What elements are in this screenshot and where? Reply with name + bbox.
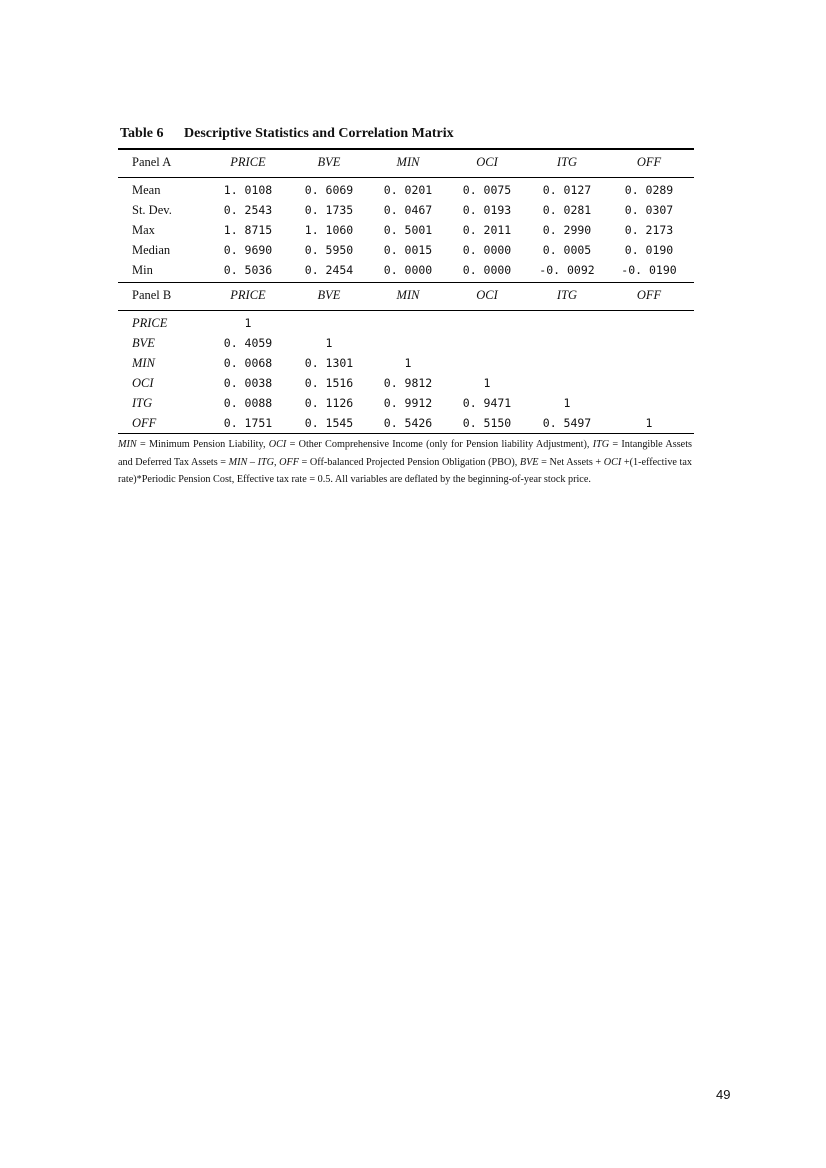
table-cell: 0. 5426	[383, 416, 433, 430]
table-row	[118, 373, 694, 393]
table-cell: 0. 4059	[223, 336, 273, 350]
table-cell: 0. 5150	[462, 416, 512, 430]
col-header-bve: BVE	[317, 288, 341, 302]
table-row	[118, 220, 694, 240]
page-number: 49	[716, 1087, 731, 1102]
panel-b-header-rule	[118, 310, 694, 311]
table-cell: 1	[563, 396, 571, 410]
table-row	[118, 200, 694, 220]
note-term: OFF	[279, 456, 299, 468]
table-row	[118, 413, 694, 433]
note-text: = Net Assets +	[538, 456, 604, 468]
table-row	[118, 260, 694, 280]
col-header-itg: ITG	[556, 155, 578, 169]
table-cell: 0. 5497	[542, 416, 592, 430]
table-cell: 0. 0015	[383, 243, 433, 257]
row-label: Median	[132, 243, 171, 257]
col-header-off: OFF	[636, 155, 662, 169]
row-label: Max	[132, 223, 155, 237]
panel-divider-rule	[118, 282, 694, 283]
row-label: OFF	[132, 416, 157, 430]
table-cell: 1. 0108	[223, 183, 273, 197]
table-row	[118, 393, 694, 413]
top-rule	[118, 148, 694, 150]
table-caption	[120, 126, 454, 142]
col-header-min: MIN	[396, 288, 420, 302]
row-label: MIN	[132, 356, 155, 370]
table-cell: 0. 1516	[304, 376, 354, 390]
table-cell: 0. 9912	[383, 396, 433, 410]
col-header-off: OFF	[636, 288, 662, 302]
note-term: OCI	[603, 456, 622, 468]
col-header-bve: BVE	[317, 155, 341, 169]
table-cell: 1	[404, 356, 412, 370]
note-term: ITG	[257, 456, 274, 468]
table-cell: 1	[325, 336, 333, 350]
note-text: = Minimum Pension Liability,	[136, 439, 269, 450]
table-title: Descriptive Statistics and Correlation Matrix	[184, 126, 454, 141]
note-text: = Intangible Assets and Deferred Tax Assets =	[118, 439, 693, 468]
table-cell: 1. 8715	[223, 223, 273, 237]
note-term: MIN	[228, 456, 248, 468]
table-row	[118, 180, 694, 200]
row-label: BVE	[132, 336, 155, 350]
note-term: OCI	[268, 439, 287, 450]
col-header-min: MIN	[396, 155, 420, 169]
note-text: –	[247, 456, 258, 468]
table-row	[118, 313, 694, 333]
table-cell: 0. 9690	[223, 243, 273, 257]
table-cell: 1. 1060	[304, 223, 354, 237]
table-cell: 0. 0281	[542, 203, 592, 217]
table-cell: 0. 2990	[542, 223, 592, 237]
table-cell: 0. 0190	[624, 243, 674, 257]
table-cell: -0. 0092	[539, 263, 595, 277]
col-header-itg: ITG	[556, 288, 578, 302]
table-cell: 0. 6069	[304, 183, 354, 197]
table-label: Table 6	[120, 126, 164, 141]
panel-b-header	[118, 285, 694, 305]
panel-a-label: Panel A	[132, 155, 172, 169]
row-label: Mean	[132, 183, 161, 197]
table-cell: 0. 0201	[383, 183, 433, 197]
col-header-oci: OCI	[476, 155, 498, 169]
table-cell: 0. 2173	[624, 223, 674, 237]
panel-b-label: Panel B	[132, 288, 172, 302]
panel-a-header-rule	[118, 177, 694, 178]
col-header-price: PRICE	[230, 155, 266, 169]
panel-a-header	[118, 152, 694, 172]
note-term: BVE	[519, 456, 539, 468]
table-cell: 0. 0068	[223, 356, 273, 370]
note-text: +(1-effective tax rate)*Periodic Pension Cost, Effective tax rate = 0.5. All variables are deflated by the beginning-of-year stock price.	[118, 456, 692, 485]
bottom-rule	[118, 433, 694, 434]
table-cell: -0. 0190	[621, 263, 677, 277]
table-cell: 0. 5001	[383, 223, 433, 237]
table-cell: 0. 2543	[223, 203, 273, 217]
row-label: OCI	[132, 376, 154, 390]
table-row	[118, 353, 694, 373]
row-label: PRICE	[132, 316, 168, 330]
table-notes	[118, 436, 692, 489]
table-cell: 0. 0000	[462, 243, 512, 257]
table-cell: 1	[483, 376, 491, 390]
table-cell: 0. 9812	[383, 376, 433, 390]
table-cell: 0. 0127	[542, 183, 592, 197]
note-text: = Off-balanced Projected Pension Obligation (PBO),	[298, 456, 520, 468]
table-row	[118, 333, 694, 353]
row-label: Min	[132, 263, 153, 277]
table-cell: 0. 5036	[223, 263, 273, 277]
table-cell: 0. 0307	[624, 203, 674, 217]
note-term: ITG	[592, 439, 610, 450]
table-cell: 1	[645, 416, 653, 430]
col-header-price: PRICE	[230, 288, 266, 302]
table-cell: 0. 0467	[383, 203, 433, 217]
table-cell: 0. 0289	[624, 183, 674, 197]
table-cell: 0. 1735	[304, 203, 354, 217]
table-cell: 0. 1126	[304, 396, 354, 410]
table-cell: 0. 0075	[462, 183, 512, 197]
table-cell: 1	[244, 316, 252, 330]
table-cell: 0. 9471	[462, 396, 512, 410]
table-row	[118, 240, 694, 260]
col-header-oci: OCI	[476, 288, 498, 302]
table-cell: 0. 0005	[542, 243, 592, 257]
table-cell: 0. 5950	[304, 243, 354, 257]
table-cell: 0. 0000	[383, 263, 433, 277]
table-cell: 0. 1751	[223, 416, 273, 430]
row-label: St. Dev.	[132, 203, 172, 217]
note-text: = Other Comprehensive Income (only for Pension liability Adjustment),	[286, 439, 593, 450]
note-text: ,	[274, 456, 280, 468]
row-label: ITG	[132, 396, 153, 410]
table-cell: 0. 1545	[304, 416, 354, 430]
note-term: MIN	[118, 439, 137, 450]
table-cell: 0. 0193	[462, 203, 512, 217]
table-cell: 0. 0038	[223, 376, 273, 390]
table-cell: 0. 2011	[462, 223, 512, 237]
table-cell: 0. 1301	[304, 356, 354, 370]
table-cell: 0. 0088	[223, 396, 273, 410]
table-cell: 0. 2454	[304, 263, 354, 277]
table-cell: 0. 0000	[462, 263, 512, 277]
